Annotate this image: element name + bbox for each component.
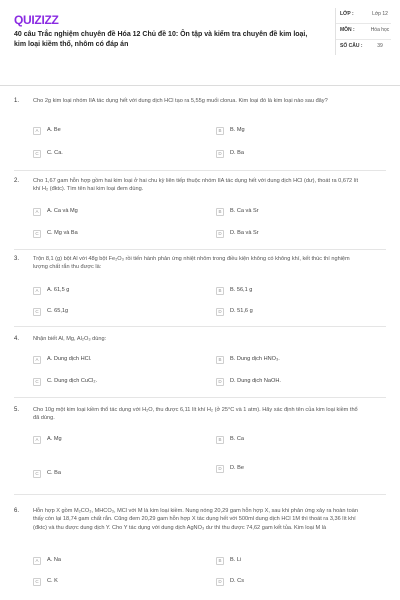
option-text: D. Cs bbox=[230, 578, 244, 585]
option-letter-box[interactable]: A bbox=[33, 208, 41, 216]
meta-row-grade bbox=[336, 8, 391, 24]
question-text: Cho 1,67 gam hỗn hợp gồm hai kim loại ở hai chu kỳ liên tiếp thuộc nhóm IIA tác dụng hết với dung dịch HCl (dư), thoát ra 0,672 lít khí H₂ (đktc). Tìm tên hai kim loại đem dùng. bbox=[33, 178, 359, 193]
option-text: B. Ca và Sr bbox=[230, 208, 259, 215]
page-title: 40 câu Trắc nghiệm chuyên đề Hóa 12 Chủ đề 10: Ôn tập và kiểm tra chuyên đề kim loại, kim loại kiềm thổ, nhôm có đáp án bbox=[14, 31, 308, 49]
option-letter-box[interactable]: B bbox=[216, 356, 224, 364]
option-text: A. Na bbox=[47, 557, 61, 564]
question-divider bbox=[14, 170, 386, 171]
option-text: A. Mg bbox=[47, 436, 62, 443]
option-text: A. Be bbox=[47, 127, 61, 134]
question-text: Trộn 8,1 (g) bột Al với 48g bột Fe₂O₃ rồi tiến hành phản ứng nhiệt nhôm trong điều kiện không có không khí, kết thúc thí nghiệm lượng chất rắn thu được là: bbox=[33, 256, 350, 271]
option-b[interactable] bbox=[216, 355, 280, 365]
option-c[interactable] bbox=[33, 307, 68, 317]
option-text: D. Be bbox=[230, 465, 244, 472]
question-number: 1. bbox=[14, 98, 20, 104]
option-d[interactable] bbox=[216, 577, 244, 587]
meta-value: 39 bbox=[377, 43, 383, 49]
option-letter-box[interactable]: B bbox=[216, 436, 224, 444]
question-number: 3. bbox=[14, 256, 20, 262]
option-text: C. Ca. bbox=[47, 150, 63, 157]
option-text: A. Dung dịch HCl. bbox=[47, 356, 92, 363]
option-text: A. Ca và Mg bbox=[47, 208, 78, 215]
option-text: C. K bbox=[47, 578, 58, 585]
question-text: Nhận biết Al, Mg, Al₂O₃ dùng: bbox=[33, 336, 107, 342]
option-letter-box[interactable]: D bbox=[216, 465, 224, 473]
meta-label: MÔN : bbox=[340, 27, 355, 33]
option-text: B. Ca bbox=[230, 436, 244, 443]
option-a[interactable] bbox=[33, 126, 61, 136]
option-letter-box[interactable]: D bbox=[216, 308, 224, 316]
option-d[interactable] bbox=[216, 229, 259, 239]
option-letter-box[interactable]: C bbox=[33, 230, 41, 238]
question-number: 2. bbox=[14, 178, 20, 184]
question-number: 4. bbox=[14, 336, 20, 342]
option-text: B. 56,1 g bbox=[230, 287, 253, 294]
question-divider bbox=[14, 326, 386, 327]
option-b[interactable] bbox=[216, 286, 252, 296]
option-d[interactable] bbox=[216, 377, 281, 387]
option-letter-box[interactable]: C bbox=[33, 378, 41, 386]
option-letter-box[interactable]: A bbox=[33, 557, 41, 565]
option-c[interactable] bbox=[33, 377, 97, 387]
option-letter-box[interactable]: A bbox=[33, 436, 41, 444]
option-text: B. Dung dịch HNO₃. bbox=[230, 356, 280, 363]
option-text: B. Li bbox=[230, 557, 242, 564]
meta-row-subject bbox=[336, 24, 391, 40]
option-letter-box[interactable]: B bbox=[216, 127, 224, 135]
option-text: C. 65,1g bbox=[47, 308, 69, 315]
option-a[interactable] bbox=[33, 207, 78, 217]
meta-panel bbox=[335, 8, 391, 55]
option-a[interactable] bbox=[33, 286, 69, 296]
option-b[interactable] bbox=[216, 556, 241, 566]
option-a[interactable] bbox=[33, 556, 61, 566]
option-c[interactable] bbox=[33, 577, 58, 587]
option-letter-box[interactable]: B bbox=[216, 557, 224, 565]
option-d[interactable] bbox=[216, 307, 253, 317]
option-d[interactable] bbox=[216, 149, 244, 159]
option-letter-box[interactable]: C bbox=[33, 150, 41, 158]
question-divider bbox=[14, 249, 386, 250]
option-letter-box[interactable]: D bbox=[216, 230, 224, 238]
question-text: Cho 2g kim loại nhóm IIA tác dụng hết với dung dịch HCl tạo ra 5,55g muối clorua. Kim loại đó là kim loại nào sau đây? bbox=[33, 98, 328, 104]
option-letter-box[interactable]: A bbox=[33, 127, 41, 135]
option-c[interactable] bbox=[33, 469, 61, 479]
option-letter-box[interactable]: C bbox=[33, 308, 41, 316]
option-text: D. Dung dịch NaOH. bbox=[230, 378, 281, 385]
option-letter-box[interactable]: C bbox=[33, 470, 41, 478]
option-letter-box[interactable]: B bbox=[216, 287, 224, 295]
option-text: D. Ba bbox=[230, 150, 244, 157]
option-c[interactable] bbox=[33, 149, 63, 159]
option-b[interactable] bbox=[216, 435, 244, 445]
option-text: C. Mg và Ba bbox=[47, 230, 78, 237]
option-c[interactable] bbox=[33, 229, 78, 239]
question-text: Hỗn hợp X gồm M₂CO₃, MHCO₃, MCl với M là kim loại kiềm. Nung nóng 20,29 gam hỗn hợp X, sau khi phản ứng xảy ra hoàn toàn thấy còn lại 18,74 gam chất rắn. Cũng đem 20,29 gam hỗn hợp X tác dụng hết với 500ml dung dịch HCl 1M thì thoát ra 3,36 lít khí (đktc) và thu được dung dịch Y. Cho Y tác dụng với dung dịch AgNO₃ dư thì thu được 74,62 gam kết tủa. Kim loại M là bbox=[33, 508, 358, 531]
question-divider bbox=[14, 494, 386, 495]
meta-label: SỐ CÂU : bbox=[340, 43, 363, 49]
option-text: B. Mg bbox=[230, 127, 245, 134]
worksheet-header bbox=[0, 0, 400, 86]
option-letter-box[interactable]: C bbox=[33, 578, 41, 586]
option-text: D. Ba và Sr bbox=[230, 230, 259, 237]
option-text: C. Ba bbox=[47, 470, 61, 477]
option-text: A. 61,5 g bbox=[47, 287, 70, 294]
option-d[interactable] bbox=[216, 464, 244, 474]
question-text: Cho 10g một kim loại kiềm thổ tác dụng với H₂O, thu được 6,11 lít khí H₂ (ở 25°C và 1 atm). Hãy xác định tên của kim loại kiềm thổ đã dùng. bbox=[33, 407, 358, 422]
option-text: C. Dung dịch CuCl₂. bbox=[47, 378, 98, 385]
option-letter-box[interactable]: A bbox=[33, 356, 41, 364]
option-letter-box[interactable]: B bbox=[216, 208, 224, 216]
meta-row-count bbox=[336, 40, 391, 55]
quizizz-logo: QUIZIZZ bbox=[14, 13, 59, 27]
meta-label: LỚP : bbox=[340, 11, 354, 17]
question-number: 5. bbox=[14, 407, 20, 413]
meta-value: Lớp 12 bbox=[372, 11, 388, 17]
meta-value: Hóa học bbox=[370, 27, 390, 33]
option-letter-box[interactable]: A bbox=[33, 287, 41, 295]
option-a[interactable] bbox=[33, 435, 62, 445]
question-number: 6. bbox=[14, 508, 20, 514]
option-b[interactable] bbox=[216, 207, 259, 217]
option-text: D. 51,6 g bbox=[230, 308, 253, 315]
option-a[interactable] bbox=[33, 355, 91, 365]
question-divider bbox=[14, 397, 386, 398]
option-letter-box[interactable]: D bbox=[216, 378, 224, 386]
option-letter-box[interactable]: D bbox=[216, 150, 224, 158]
option-b[interactable] bbox=[216, 126, 245, 136]
option-letter-box[interactable]: D bbox=[216, 578, 224, 586]
